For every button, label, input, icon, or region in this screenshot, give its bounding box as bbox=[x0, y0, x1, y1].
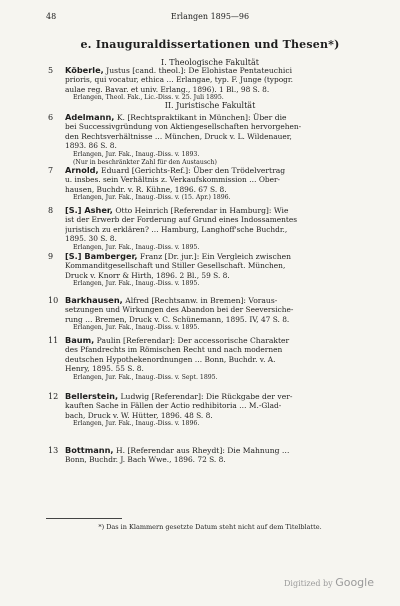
entry-body bbox=[65, 336, 374, 382]
watermark bbox=[284, 576, 374, 589]
entry-body bbox=[65, 296, 374, 333]
entry-number: 6 bbox=[48, 113, 54, 122]
entry-body bbox=[65, 206, 374, 252]
author-name: Arnold, bbox=[65, 166, 99, 175]
entry-number: 13 bbox=[48, 446, 59, 455]
entry-title-start: Eduard [Gerichts-Ref.]: Über den Trödelvertrag bbox=[101, 166, 286, 175]
entry-note: (Nur in beschränkter Zahl für den Austausch) bbox=[73, 159, 217, 167]
entry-text-line: kauften Sache in Fällen der Actio redhibitoria … M.-Glad- bbox=[65, 401, 282, 411]
section-title: e. Inauguraldissertationen und Thesen*) bbox=[80, 38, 340, 51]
entry-number: 11 bbox=[48, 336, 59, 345]
author-name: Bellerstein, bbox=[65, 392, 119, 401]
entry-title-start: Paulin [Referendar]: Der accessorische Charakter bbox=[96, 336, 290, 345]
entry-text-line: Bonn, Buchdr. J. Bach Wwe., 1896. 72 S. 8. bbox=[65, 455, 226, 465]
footnote: *) Das in Klammern gesetzte Datum steht nicht auf dem Titelblatte. bbox=[98, 523, 322, 531]
entry-number: 12 bbox=[48, 392, 59, 401]
watermark-prefix: Digitized by bbox=[283, 579, 333, 588]
entry-title-start: Ludwig [Referendar]: Die Rückgabe der ver- bbox=[120, 392, 293, 401]
page-number: 48 bbox=[46, 12, 57, 21]
entry-first-line bbox=[65, 296, 374, 305]
entry-text-line: ist der Erwerb der Forderung auf Grund eines Indossamentes bbox=[65, 215, 298, 225]
entry-text-line: setzungen und Wirkungen des Abandon bei der Seeversiche- bbox=[65, 305, 294, 315]
entry-text-line: prioris, qui vocatur, ethica … Erlangae, typ. F. Junge (typogr. bbox=[65, 75, 293, 85]
entry-text-line: deutschen Hypothekenordnungen … Bonn, Buchdr. v. A. bbox=[65, 354, 276, 364]
entry-title-start: K. [Rechtspraktikant in München]: Über die bbox=[116, 113, 287, 122]
author-name: Bottmann, bbox=[65, 446, 114, 455]
author-name: [S.] Asher, bbox=[65, 206, 113, 215]
running-title: Erlangen 1895—96 bbox=[170, 12, 250, 21]
entry-title-start: Otto Heinrich [Referendar in Hamburg]: Wie bbox=[115, 206, 289, 215]
entry-number: 9 bbox=[48, 252, 54, 261]
entry-body bbox=[65, 113, 374, 167]
entry-text-line: rung … Bremen, Druck v. C. Schünemann, 1895. IV, 47 S. 8. bbox=[65, 314, 290, 324]
author-name: Barkhausen, bbox=[65, 296, 123, 305]
entry-note: Erlangen, Jur. Fak., Inaug.-Diss. v. 1895. bbox=[73, 243, 200, 251]
entry-body bbox=[65, 392, 374, 429]
entry-text-line: Druck v. Knorr & Hirth, 1896. 2 Bl., 59 S. 8. bbox=[65, 270, 230, 280]
entry-body bbox=[65, 166, 374, 203]
author-name: Adelmann, bbox=[65, 113, 115, 122]
entry-text-line: 1895. 30 S. 8. bbox=[65, 234, 117, 244]
entry-first-line bbox=[65, 392, 374, 401]
entry-first-line bbox=[65, 336, 374, 345]
entry-text-line: Kommanditgesellschaft und Stiller Gesellschaft. München, bbox=[65, 261, 286, 271]
entry-body bbox=[65, 66, 374, 103]
entry-number: 8 bbox=[48, 206, 54, 215]
google-logo: Google bbox=[335, 576, 374, 589]
entry-first-line bbox=[65, 206, 374, 215]
page-header bbox=[46, 12, 374, 24]
faculty-heading-theology: I. Theologische Fakultät bbox=[161, 58, 259, 67]
entry-number: 10 bbox=[48, 296, 59, 305]
entry-note: Erlangen, Theol. Fak., Lic.-Diss. v. 25. Juli 1895. bbox=[73, 94, 224, 102]
entry-text-line: des Pfandrechts im Römischen Recht und nach modernen bbox=[65, 345, 283, 355]
entry-number: 7 bbox=[48, 166, 54, 175]
entry-first-line bbox=[65, 113, 374, 122]
faculty-heading-law: II. Juristische Fakultät bbox=[164, 101, 256, 110]
author-name: [S.] Bamberger, bbox=[65, 252, 138, 261]
footnote-rule bbox=[46, 518, 122, 519]
entry-first-line bbox=[65, 446, 374, 455]
entry-note: Erlangen, Jur. Fak., Inaug.-Diss. v. 1896. bbox=[73, 420, 200, 428]
entry-text-line: Henry, 1895. 55 S. 8. bbox=[65, 364, 144, 374]
entry-text-line: juristisch zu erklären? … Hamburg, Langhoff'sche Buchdr., bbox=[65, 224, 288, 234]
entry-text-line: bei Successivgründung von Aktiengesellschaften hervorgehen- bbox=[65, 122, 302, 132]
entry-text-line: den Rechtsverhältnisse … München, Druck v. L. Wildenauer, bbox=[65, 131, 292, 141]
entry-first-line bbox=[65, 252, 374, 261]
entry-body bbox=[65, 446, 374, 465]
author-name: Baum, bbox=[65, 336, 95, 345]
entry-text-line: bach, Druck v. W. Hütter, 1896. 48 S. 8. bbox=[65, 410, 213, 420]
entry-note: Erlangen, Jur. Fak., Inaug.-Diss. v. (15. Apr.) 1896. bbox=[73, 194, 231, 202]
entry-first-line bbox=[65, 66, 374, 75]
entry-note: Erlangen, Jur. Fak., Inaug.-Diss. v. 1895. bbox=[73, 280, 200, 288]
entry-note: Erlangen, Jur. Fak., Inaug.-Diss. v. Sept. 1895. bbox=[73, 373, 218, 381]
entry-note: Erlangen, Jur. Fak., Inaug.-Diss. v. 1895. bbox=[73, 324, 200, 332]
entry-first-line bbox=[65, 166, 374, 175]
entry-text-line: hausen, Buchdr. v. R. Kühne, 1896. 67 S. 8. bbox=[65, 184, 227, 194]
entry-text-line: aulae reg. Bavar. et univ. Erlang., 1896). 1 Bl., 98 S. 8. bbox=[65, 84, 270, 94]
entry-text-line: u. insbes. sein Verhältnis z. Verkaufskommission … Ober- bbox=[65, 175, 281, 185]
entry-note: Erlangen, Jur. Fak., Inaug.-Diss. v. 1893. bbox=[73, 150, 200, 158]
author-name: Köberle, bbox=[65, 66, 104, 75]
entry-body bbox=[65, 252, 374, 289]
entry-title-start: H. [Referendar aus Rheydt]: Die Mahnung … bbox=[115, 446, 290, 455]
entry-text-line: 1893. 86 S. 8. bbox=[65, 141, 117, 151]
entry-title-start: Alfred [Rechtsanw. in Bremen]: Voraus- bbox=[125, 296, 278, 305]
entry-title-start: Franz [Dr. jur.]: Ein Vergleich zwischen bbox=[139, 252, 291, 261]
entry-title-start: Justus [cand. theol.]: De Elohistae Pentateuchici bbox=[106, 66, 293, 75]
entry-number: 5 bbox=[48, 66, 54, 75]
